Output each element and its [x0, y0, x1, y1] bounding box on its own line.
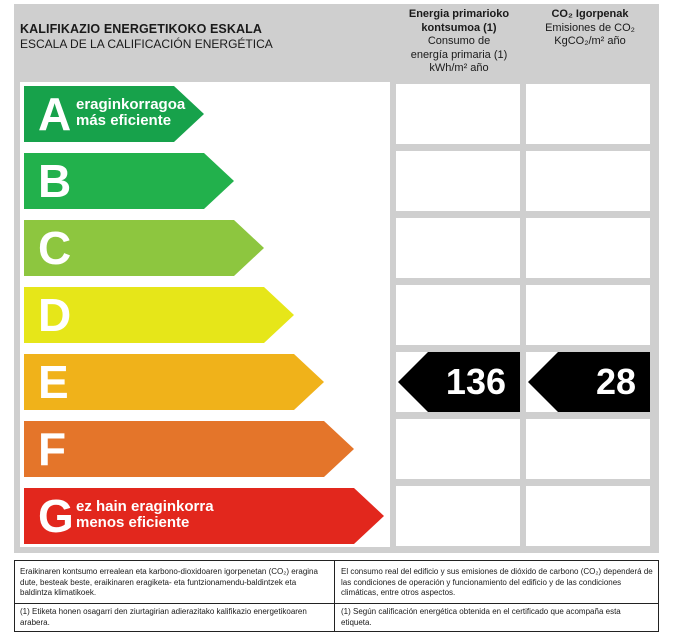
footnote-spanish-note: (1) Según calificación energética obtenida en el certificado que acompaña esta etiqueta.	[341, 607, 621, 627]
band-arrow-shape-f	[24, 421, 354, 477]
band-d	[24, 287, 294, 343]
band-caption-line2: más eficiente	[76, 112, 172, 129]
band-caption-line1: ez hain eraginkorra	[76, 498, 214, 515]
co2-cell-a	[526, 84, 650, 144]
co2-emissions-header	[526, 8, 654, 49]
band-f	[24, 421, 354, 477]
footnote-basque-note: (1) Etiketa honen osagarri den ziurtagirian adierazitako kalifikazio energetikoaren arabera.	[20, 607, 307, 627]
band-caption-line2: menos eficiente	[76, 514, 190, 531]
co2-cell-f	[526, 419, 650, 479]
primary-energy-header	[396, 8, 522, 76]
band-arrow-f	[24, 421, 354, 477]
co2-header-line2: Emisiones de CO₂	[545, 21, 635, 34]
band-letter: D	[38, 289, 72, 341]
primary-rating-value: 136	[445, 361, 506, 402]
primary-cell-d	[396, 285, 520, 345]
footnotes-divider-h	[15, 603, 658, 604]
primary-cell-c	[396, 218, 520, 278]
primary-header-line3: Consumo de	[427, 35, 491, 47]
primary-cell-b	[396, 151, 520, 211]
co2-cell-d	[526, 285, 650, 345]
primary-cell-g	[396, 486, 520, 546]
band-letter: B	[38, 155, 72, 207]
footnotes-divider-v	[334, 561, 335, 631]
band-letter: A	[38, 88, 72, 140]
band-letter: E	[38, 356, 69, 408]
footnotes-box	[14, 560, 659, 632]
primary-header-line4: energía primaria (1)	[410, 48, 508, 61]
band-c	[24, 220, 264, 276]
primary-rating-indicator	[398, 352, 520, 412]
co2-cell-g	[526, 486, 650, 546]
primary-cell-f	[396, 419, 520, 479]
scale-title-basque: KALIFIKAZIO ENERGETIKOKO ESKALA	[20, 22, 262, 36]
primary-header-unit: kWh/m² año	[429, 62, 489, 74]
band-g	[24, 488, 384, 544]
primary-header-line2: kontsumoa (1)	[421, 21, 497, 34]
co2-header-unit: KgCO₂/m² año	[554, 35, 626, 47]
co2-cell-b	[526, 151, 650, 211]
band-letter: F	[38, 423, 67, 475]
band-b	[24, 153, 234, 209]
band-caption	[76, 499, 214, 531]
scale-header	[20, 22, 380, 51]
band-letter: C	[38, 222, 72, 274]
band-e	[24, 354, 324, 410]
band-letter: G	[38, 490, 74, 542]
scale-title-spanish: ESCALA DE LA CALIFICACIÓN ENERGÉTICA	[20, 37, 273, 51]
primary-header-line1: Energia primarioko	[408, 8, 510, 20]
co2-header-line1: CO₂ Igorpenak	[551, 8, 629, 20]
co2-cell-c	[526, 218, 650, 278]
primary-cell-a	[396, 84, 520, 144]
band-arrow-shape-e	[24, 354, 324, 410]
co2-rating-indicator	[528, 352, 650, 412]
footnote-spanish-main: El consumo real del edificio y sus emisiones de dióxido de carbono (CO₂) dependerá de las condiciones de operación y funcionamiento del edificio y de las condiciones climáticas, entre otros aspectos.	[341, 567, 653, 597]
band-caption-line1: eraginkorragoa	[76, 96, 186, 113]
co2-rating-value: 28	[595, 361, 636, 402]
band-a	[24, 86, 204, 142]
footnote-basque-main: Eraikinaren kontsumo errealean eta karbono-dioxidoaren igorpenetan (CO₂) eragina dute, besteak beste, eraikinaren eragiketa- eta funtzionamendu-baldintzek eta baldintza klimatikoek.	[20, 567, 318, 597]
band-caption	[76, 97, 185, 129]
band-arrow-e	[24, 354, 324, 410]
